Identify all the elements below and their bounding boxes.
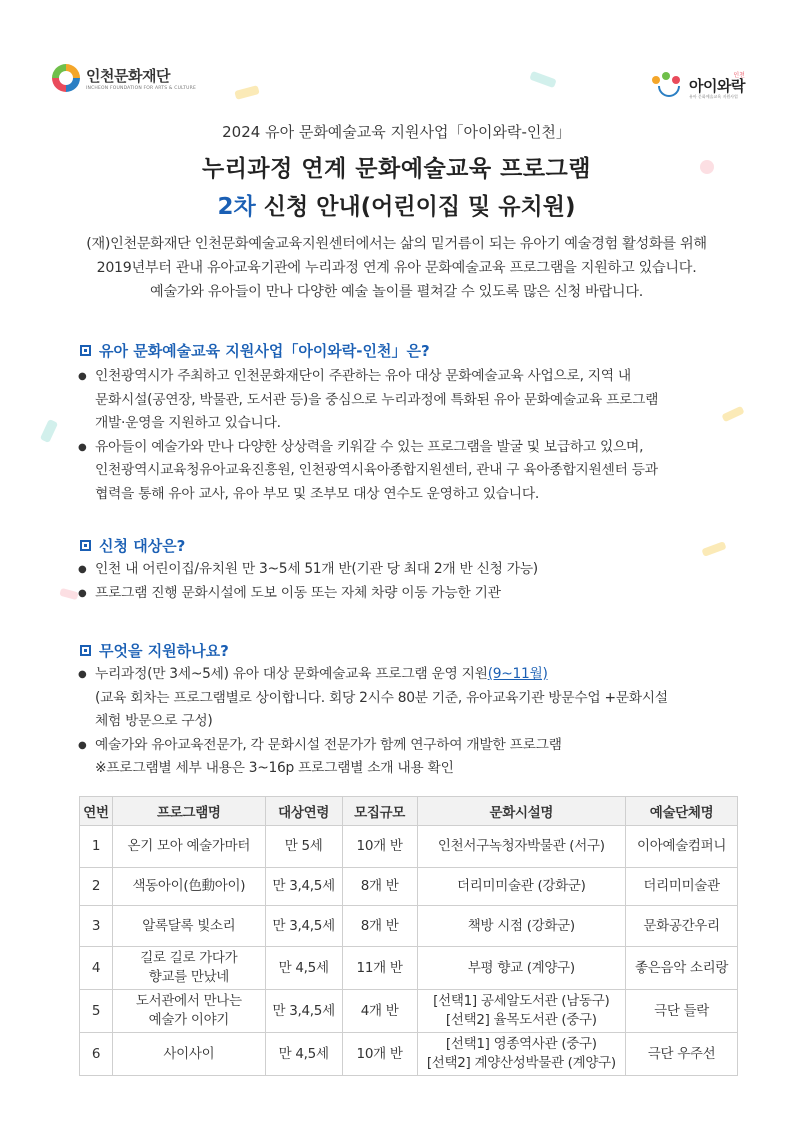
cell-age: 만 4,5세 bbox=[265, 1033, 342, 1076]
note-line: ※프로그램별 세부 내용은 3~16p 프로그램별 소개 내용 확인 bbox=[95, 760, 454, 776]
cell-age: 만 3,4,5세 bbox=[265, 990, 342, 1033]
table-row bbox=[80, 947, 738, 990]
list-item bbox=[78, 558, 728, 582]
cell-facility: 인천서구녹청자박물관 (서구) bbox=[417, 826, 626, 868]
decorative-confetti bbox=[59, 588, 78, 600]
round-accent: 2차 bbox=[217, 194, 256, 220]
cell-group: 더리미미술관 bbox=[626, 868, 738, 906]
cell-size: 8개 반 bbox=[342, 906, 417, 947]
page-title: 누리과정 연계 문화예술교육 프로그램 bbox=[201, 156, 591, 182]
program-logo bbox=[652, 70, 745, 100]
section-about-list bbox=[78, 365, 728, 506]
list-line: 인천광역시교육청유아교육진흥원, 인천광역시육아종합지원센터, 관내 구 육아종합지원센터 등과 bbox=[95, 462, 658, 478]
table-row bbox=[80, 868, 738, 906]
list-line: 문화시설(공연장, 박물관, 도서관 등)을 중심으로 누리과정에 특화된 유아 문화예술교육 프로그램 bbox=[95, 391, 659, 408]
intro-line: (재)인천문화재단 인천문화예술교육지원센터에서는 삶의 밑거름이 되는 유아기 예술경험 활성화를 위해 bbox=[86, 236, 707, 252]
table-row bbox=[80, 906, 738, 947]
cell-age: 만 4,5세 bbox=[265, 947, 342, 990]
section-title: 무엇을 지원하나요? bbox=[99, 642, 229, 660]
cell-no: 3 bbox=[80, 906, 113, 947]
cell-program: 도서관에서 만나는 예술가 이야기 bbox=[112, 990, 265, 1033]
bullet-dot-icon: ● bbox=[78, 564, 87, 575]
cell-program: 온기 모아 예술가마터 bbox=[112, 826, 265, 868]
list-line: 유아들이 예술가와 만나 다양한 상상력을 키워갈 수 있는 프로그램을 발굴 및 보급하고 있으며, bbox=[95, 438, 644, 455]
cell-no: 2 bbox=[80, 868, 113, 906]
list-line: 개발·운영을 지원하고 있습니다. bbox=[95, 415, 281, 431]
decorative-confetti bbox=[701, 541, 726, 557]
program-table bbox=[79, 796, 738, 1076]
cell-facility: 책방 시점 (강화군) bbox=[417, 906, 626, 947]
cell-facility: [선택1] 공세알도서관 (남동구) [선택2] 율목도서관 (중구) bbox=[417, 990, 626, 1033]
table-row bbox=[80, 990, 738, 1033]
list-item bbox=[78, 663, 728, 687]
section-heading-eligibility bbox=[80, 535, 185, 556]
column-header: 프로그램명 bbox=[112, 797, 265, 826]
list-line: 인천광역시가 주최하고 인천문화재단이 주관하는 유아 대상 문화예술교육 사업으로, 지역 내 bbox=[95, 368, 631, 384]
cell-program: 길로 길로 가다가 향교를 만났네 bbox=[112, 947, 265, 990]
column-header: 문화시설명 bbox=[417, 797, 626, 826]
program-logo-subtitle: 유아 문화예술교육 지원사업 bbox=[689, 94, 738, 99]
section-heading-about bbox=[80, 340, 430, 361]
decorative-confetti bbox=[529, 71, 557, 88]
program-logo-region: 인천 bbox=[733, 72, 745, 79]
intro-line: 예술가와 유아들이 만나 다양한 예술 놀이를 펼쳐갈 수 있도록 많은 신청 바랍니다. bbox=[150, 284, 643, 300]
section-title: 유아 문화예술교육 지원사업「아이와락-인천」은? bbox=[99, 342, 430, 360]
decorative-confetti bbox=[234, 85, 260, 100]
list-item bbox=[78, 436, 728, 507]
table-row bbox=[80, 1033, 738, 1076]
cell-group: 문화공간우리 bbox=[626, 906, 738, 947]
cell-program: 사이사이 bbox=[112, 1033, 265, 1076]
cell-no: 5 bbox=[80, 990, 113, 1033]
decorative-confetti bbox=[40, 419, 58, 443]
cell-size: 8개 반 bbox=[342, 868, 417, 906]
foundation-logo-subtitle: INCHEON FOUNDATION FOR ARTS & CULTURE bbox=[86, 86, 196, 91]
column-header: 예술단체명 bbox=[626, 797, 738, 826]
period-highlight: (9~11월) bbox=[487, 666, 548, 682]
bullet-dot-icon: ● bbox=[78, 669, 87, 680]
list-item bbox=[78, 734, 728, 758]
cell-facility: [선택1] 영종역사관 (중구) [선택2] 계양산성박물관 (계양구) bbox=[417, 1033, 626, 1076]
list-item bbox=[78, 582, 728, 606]
bullet-dot-icon: ● bbox=[78, 441, 87, 453]
cell-group: 극단 우주선 bbox=[626, 1033, 738, 1076]
subtitle-rest: 신청 안내(어린이집 및 유치원) bbox=[255, 194, 576, 220]
cell-facility: 더리미미술관 (강화군) bbox=[417, 868, 626, 906]
cell-age: 만 5세 bbox=[265, 826, 342, 868]
column-header: 모집규모 bbox=[342, 797, 417, 826]
table-row bbox=[80, 826, 738, 868]
bullet-dot-icon: ● bbox=[78, 371, 87, 382]
cell-no: 6 bbox=[80, 1033, 113, 1076]
cell-size: 10개 반 bbox=[342, 826, 417, 868]
cell-facility: 부평 향교 (계양구) bbox=[417, 947, 626, 990]
note-line: (교육 회차는 프로그램별로 상이합니다. 회당 2시수 80분 기준, 유아교육기관 방문수업 +문화시설 bbox=[95, 689, 668, 706]
column-header: 대상연령 bbox=[265, 797, 342, 826]
square-bullet-icon bbox=[80, 540, 91, 551]
column-header: 연번 bbox=[80, 797, 113, 826]
bullet-dot-icon: ● bbox=[78, 739, 87, 751]
list-line: 협력을 통해 유아 교사, 유아 부모 및 조부모 대상 연수도 운영하고 있습니다. bbox=[95, 485, 539, 502]
table-header-row bbox=[80, 797, 738, 826]
cell-no: 4 bbox=[80, 947, 113, 990]
cell-group: 이아예술컴퍼니 bbox=[626, 826, 738, 868]
foundation-logo bbox=[52, 64, 196, 92]
cell-age: 만 3,4,5세 bbox=[265, 868, 342, 906]
list-line: 예술가와 유아교육전문가, 각 문화시설 전문가가 함께 연구하여 개발한 프로그램 bbox=[95, 736, 562, 753]
list-line: 인천 내 어린이집/유치원 만 3~5세 51개 반(기관 당 최대 2개 반 신청 가능) bbox=[95, 561, 538, 577]
intro-paragraph bbox=[40, 232, 753, 304]
note-line: 체험 방문으로 구성) bbox=[95, 713, 213, 729]
section-eligibility-list bbox=[78, 558, 728, 605]
cell-program: 색동아이(色動아이) bbox=[112, 868, 265, 906]
list-item bbox=[78, 365, 728, 436]
kids-face-icon bbox=[652, 72, 686, 98]
cell-size: 4개 반 bbox=[342, 990, 417, 1033]
cell-age: 만 3,4,5세 bbox=[265, 906, 342, 947]
list-line: 누리과정(만 3세~5세) 유아 대상 문화예술교육 프로그램 운영 지원 bbox=[95, 666, 488, 682]
project-title: 2024 유아 문화예술교육 지원사업「아이와락-인천」 bbox=[222, 123, 571, 141]
square-bullet-icon bbox=[80, 345, 91, 356]
list-line: 프로그램 진행 문화시설에 도보 이동 또는 자체 차량 이동 가능한 기관 bbox=[95, 584, 501, 601]
cell-program: 알록달록 빛소리 bbox=[112, 906, 265, 947]
foundation-logo-name: 인천문화재단 bbox=[86, 67, 170, 85]
foundation-logo-icon bbox=[52, 64, 80, 92]
section-support-list bbox=[78, 663, 728, 781]
cell-no: 1 bbox=[80, 826, 113, 868]
cell-size: 11개 반 bbox=[342, 947, 417, 990]
page-subtitle bbox=[0, 188, 793, 221]
cell-size: 10개 반 bbox=[342, 1033, 417, 1076]
bullet-dot-icon: ● bbox=[78, 587, 87, 599]
cell-group: 극단 들락 bbox=[626, 990, 738, 1033]
section-heading-support bbox=[80, 640, 229, 661]
intro-line: 2019년부터 관내 유아교육기관에 누리과정 연계 유아 문화예술교육 프로그램을 지원하고 있습니다. bbox=[96, 260, 697, 276]
section-title: 신청 대상은? bbox=[99, 537, 186, 555]
cell-group: 좋은음악 소리랑 bbox=[626, 947, 738, 990]
square-bullet-icon bbox=[80, 645, 91, 656]
program-logo-name: 아이와락 bbox=[689, 77, 745, 95]
